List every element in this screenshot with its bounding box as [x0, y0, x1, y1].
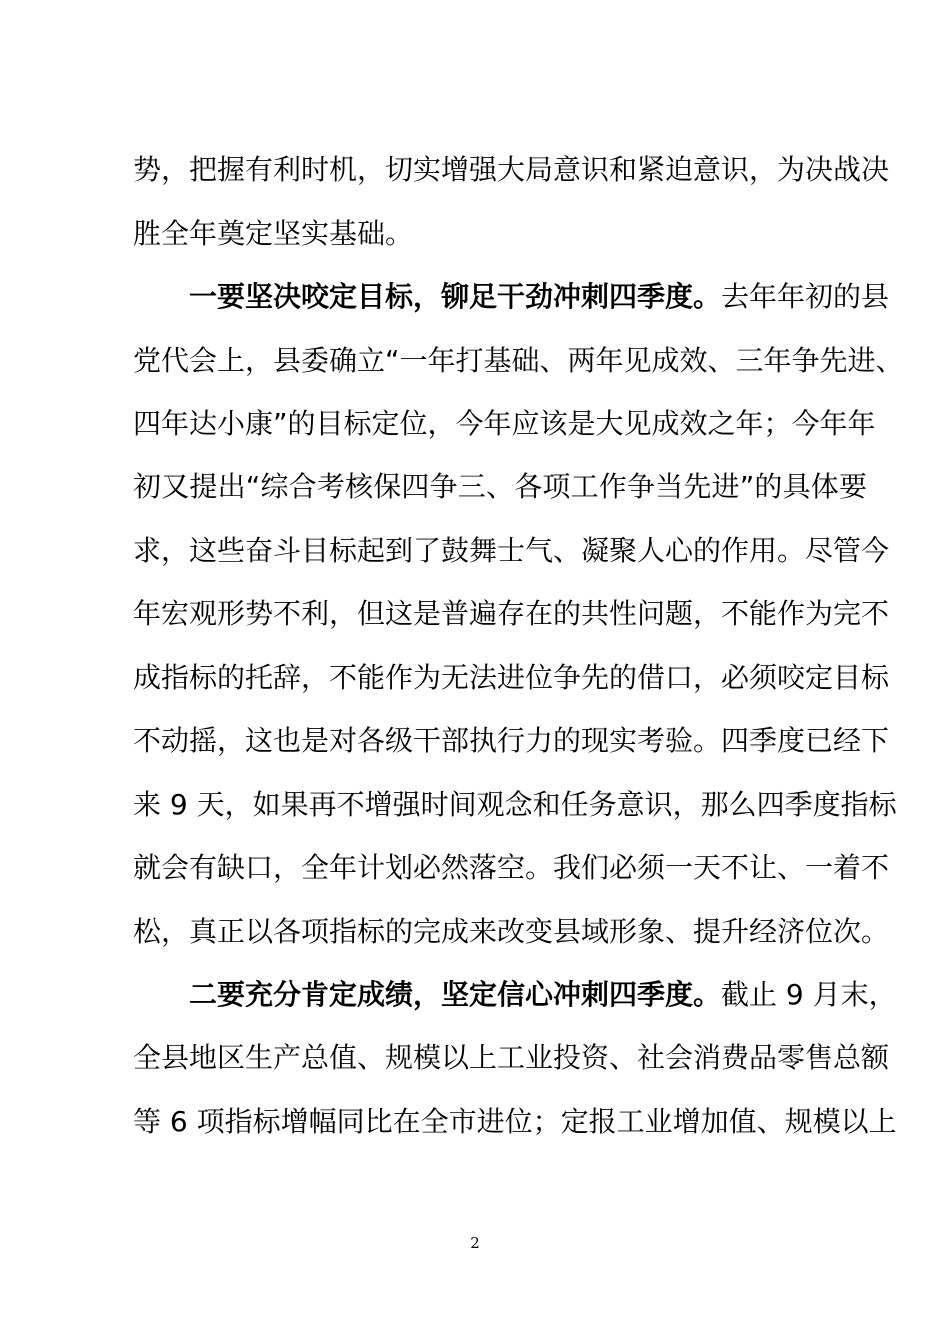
body-text-line: 求，这些奋斗目标起到了鼓舞士气、凝聚人心的作用。尽管今 [133, 534, 890, 567]
body-text-line: 势，把握有利时机，切实增强大局意识和紧迫意识，为决战决 [133, 153, 890, 186]
paragraph-first-line [189, 275, 890, 319]
body-text-line: 党代会上，县委确立“一年打基础、两年见成效、三年争先进、 [133, 344, 904, 377]
body-text-line: 初又提出“综合考核保四争三、各项工作争当先进”的具体要 [133, 470, 867, 503]
body-text-line: 四年达小康”的目标定位，今年应该是大见成效之年；今年年 [133, 407, 876, 440]
body-text-line: 年宏观形势不利，但这是普遍存在的共性问题，不能作为完不 [133, 597, 890, 630]
body-text-line: 全县地区生产总值、规模以上工业投资、社会消费品零售总额 [133, 1041, 890, 1074]
section-heading: 一要坚决咬定目标，铆足干劲冲刺四季度。 [189, 280, 722, 313]
body-text-line: 成指标的托辞，不能作为无法进位争先的借口，必须咬定目标 [133, 661, 890, 694]
body-text-line: 松，真正以各项指标的完成来改变县域形象、提升经济位次。 [133, 915, 890, 948]
paragraph-first-line [189, 973, 897, 1017]
body-text-line: 就会有缺口，全年计划必然落空。我们必须一天不让、一着不 [133, 851, 890, 884]
page-number: 2 [470, 1234, 480, 1252]
section-heading: 二要充分肯定成绩，坚定信心冲刺四季度。 [189, 978, 722, 1011]
body-text-line: 等 6 项指标增幅同比在全市进位；定报工业增加值、规模以上 [133, 1105, 897, 1138]
body-text-line: 不动摇，这也是对各级干部执行力的现实考验。四季度已经下 [133, 724, 890, 757]
body-text: 截止 9 月末， [721, 978, 897, 1011]
body-text-line: 来 9 天，如果再不增强时间观念和任务意识，那么四季度指标 [133, 788, 897, 821]
body-text: 去年年初的县 [721, 280, 890, 313]
body-text-line: 胜全年奠定坚实基础。 [133, 217, 414, 250]
